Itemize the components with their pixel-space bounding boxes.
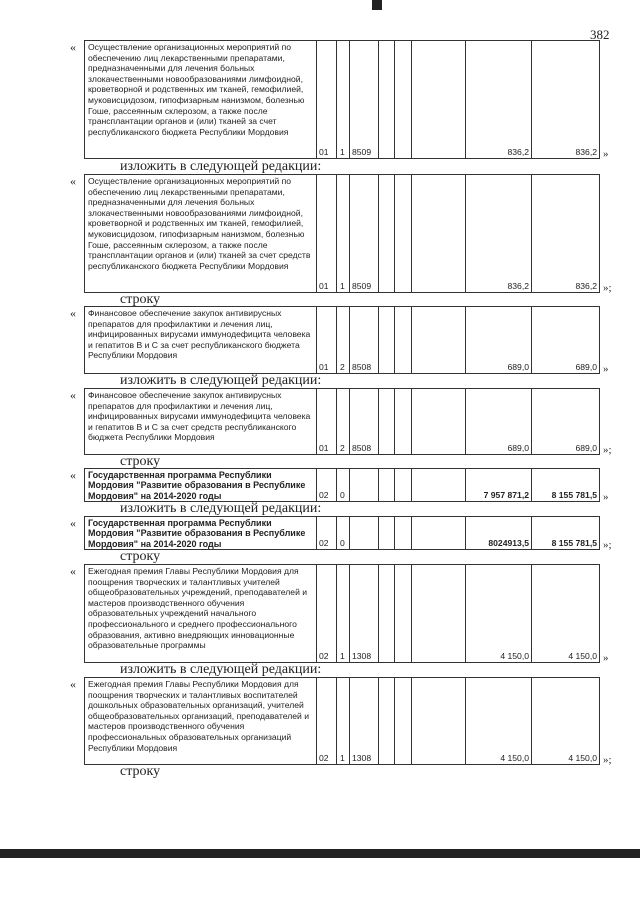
table-row	[84, 677, 600, 765]
table-row	[84, 40, 600, 159]
cell-value: 689,0	[575, 362, 597, 372]
cell-value: 689,0	[507, 443, 529, 453]
cell-value: 8024913,5	[488, 538, 529, 548]
quote-open: «	[70, 564, 76, 578]
cell-code: 0	[340, 538, 345, 548]
cell-code: 01	[319, 147, 329, 157]
cell-value: 4 150,0	[500, 651, 529, 661]
cell-code: 1	[340, 753, 345, 763]
row-description: Финансовое обеспечение закупок антивирусных препаратов для профилактики и лечения лиц, инфицированных вирусами иммунодефицита человека и гепатитов В и С за счет средств республиканского бюджета Республики Мордовия	[88, 390, 311, 443]
cell-code: 2	[340, 362, 345, 372]
table-row	[84, 516, 600, 550]
cell-value: 836,2	[507, 281, 529, 291]
cell-code: 8508	[352, 443, 372, 453]
scan-edge-bar	[0, 849, 640, 858]
cell-code: 8508	[352, 362, 372, 372]
cell-code: 1	[340, 651, 345, 661]
table-row	[84, 564, 600, 663]
quote-close: »;	[603, 282, 612, 294]
row-description: Государственная программа Республики Мордовия "Развитие образования в Республике Мордовия" на 2014-2020 годы	[88, 518, 306, 549]
table-row	[84, 388, 600, 455]
cell-code: 01	[319, 362, 329, 372]
cell-code: 8509	[352, 147, 372, 157]
quote-open: «	[70, 516, 76, 530]
cell-value: 8 155 781,5	[551, 490, 597, 500]
cell-value: 4 150,0	[568, 651, 597, 661]
quote-close: »;	[603, 444, 612, 456]
row-description: Ежегодная премия Главы Республики Мордовия для поощрения творческих и талантливых воспитателей дошкольных образовательных организаций, учителей общеобразовательных организаций, преподавателей и мастеров производственного обучения профессиональных образовательных организаций Республики Мордовия	[88, 679, 310, 753]
table-row	[84, 174, 600, 293]
quote-open: «	[70, 677, 76, 691]
quote-close: »	[603, 491, 609, 503]
cell-value: 836,2	[575, 147, 597, 157]
cell-code: 01	[319, 443, 329, 453]
quote-open: «	[70, 388, 76, 402]
row-description: Государственная программа Республики Мордовия "Развитие образования в Республике Мордовия" на 2014-2020 годы	[88, 470, 306, 501]
caption-row: строку	[120, 454, 161, 469]
quote-close: »;	[603, 754, 612, 766]
cell-code: 1308	[352, 651, 372, 661]
cell-code: 1308	[352, 753, 372, 763]
caption-edit: изложить в следующей редакции:	[120, 159, 322, 174]
caption-row: строку	[120, 549, 161, 564]
quote-close: »	[603, 652, 609, 664]
quote-close: »	[603, 148, 609, 160]
quote-open: «	[70, 174, 76, 188]
cell-value: 689,0	[507, 362, 529, 372]
quote-close: »	[603, 363, 609, 375]
cell-code: 02	[319, 651, 329, 661]
quote-open: «	[70, 40, 76, 54]
row-description: Осуществление организационных мероприятий по обеспечению лиц лекарственными препаратами, предназначенными для лечения больных злокачественными новообразованиями лимфоидной, кроветворной и родственных им тканей, гемофилией, муковисцидозом, гипофизарным нанизмом, болезнью Гоше, рассеянным склерозом, а также после трансплантации органов и (или) тканей за счет республиканского бюджета Республики Мордовия	[88, 42, 305, 137]
quote-close: »;	[603, 539, 612, 551]
cell-code: 02	[319, 490, 329, 500]
cell-value: 4 150,0	[500, 753, 529, 763]
table-row	[84, 306, 600, 374]
cell-value: 4 150,0	[568, 753, 597, 763]
cell-value: 8 155 781,5	[551, 538, 597, 548]
cell-code: 1	[340, 147, 345, 157]
cell-code: 01	[319, 281, 329, 291]
caption-row: строку	[120, 764, 161, 779]
cell-code: 8509	[352, 281, 372, 291]
quote-open: «	[70, 468, 76, 482]
table-row	[84, 468, 600, 502]
cell-code: 1	[340, 281, 345, 291]
caption-edit: изложить в следующей редакции:	[120, 501, 322, 516]
cell-code: 02	[319, 753, 329, 763]
caption-edit: изложить в следующей редакции:	[120, 373, 322, 388]
page-number: 382	[590, 27, 610, 42]
row-description: Осуществление организационных мероприятий по обеспечению лиц лекарственными препаратами, предназначенными для лечения больных злокачественными новообразованиями лимфоидной, кроветворной и родственных им тканей, гемофилией, муковисцидозом, гипофизарным нанизмом, болезнью Гоше, рассеянным склерозом, а также после трансплантации органов и (или) тканей за счет средств республиканского бюджета Республики Мордовия	[88, 176, 311, 271]
row-description: Финансовое обеспечение закупок антивирусных препаратов для профилактики и лечения лиц, инфицированных вирусами иммунодефицита человека и гепатитов В и С за счет республиканского бюджета Республики Мордовия	[88, 308, 311, 361]
row-description: Ежегодная премия Главы Республики Мордовия для поощрения творческих и талантливых учителей общеобразовательных учреждений, преподавателей и мастеров производственного обучения образовательных учреждений начального профессионального и среднего профессионального образования, активно внедряющих инновационные образовательные программы	[88, 566, 308, 651]
caption-edit: изложить в следующей редакции:	[120, 662, 322, 677]
cell-value: 7 957 871,2	[483, 490, 529, 500]
cell-value: 689,0	[575, 443, 597, 453]
cell-value: 836,2	[507, 147, 529, 157]
scan-mark	[372, 0, 382, 10]
quote-open: «	[70, 306, 76, 320]
cell-code: 2	[340, 443, 345, 453]
cell-value: 836,2	[575, 281, 597, 291]
cell-code: 0	[340, 490, 345, 500]
caption-row: строку	[120, 292, 161, 307]
cell-code: 02	[319, 538, 329, 548]
